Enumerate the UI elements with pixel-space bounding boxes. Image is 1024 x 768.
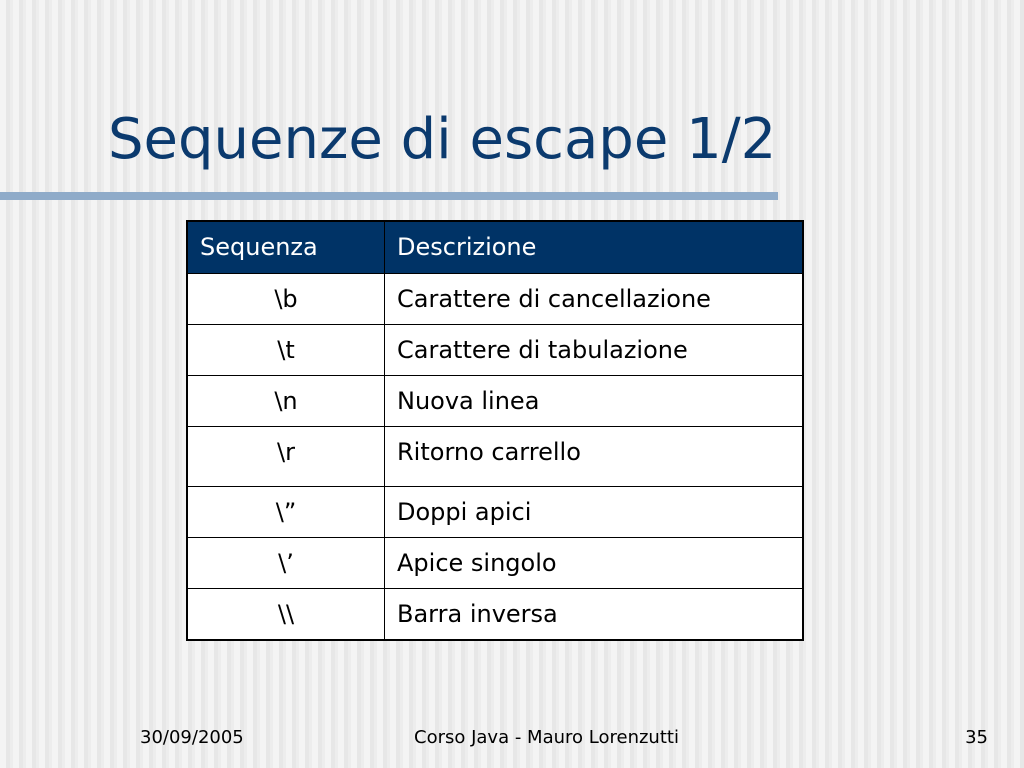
sequence-cell: \r [187,427,385,487]
slide-title: Sequenze di escape 1/2 [108,107,777,172]
sequence-cell: \” [187,487,385,538]
description-cell: Carattere di cancellazione [385,274,804,325]
footer-course-author: Corso Java - Mauro Lorenzutti [414,727,679,748]
table-row [187,427,803,487]
column-header-sequence: Sequenza [187,221,385,274]
footer-page-number: 35 [965,727,988,748]
description-cell: Doppi apici [385,487,804,538]
sequence-cell: \t [187,325,385,376]
table-header-row [187,221,803,274]
description-cell: Ritorno carrello [385,427,804,487]
description-cell: Barra inversa [385,589,804,641]
sequence-cell: \n [187,376,385,427]
table-row [187,376,803,427]
table-row [187,538,803,589]
escape-sequence-table [186,220,804,641]
table-row [187,487,803,538]
description-cell: Nuova linea [385,376,804,427]
table-row [187,274,803,325]
sequence-cell: \’ [187,538,385,589]
table-row [187,589,803,641]
table-row [187,325,803,376]
description-cell: Apice singolo [385,538,804,589]
description-cell: Carattere di tabulazione [385,325,804,376]
title-underline [0,192,778,200]
sequence-cell: \b [187,274,385,325]
column-header-description: Descrizione [385,221,804,274]
sequence-cell: \\ [187,589,385,641]
footer-date: 30/09/2005 [140,727,244,748]
